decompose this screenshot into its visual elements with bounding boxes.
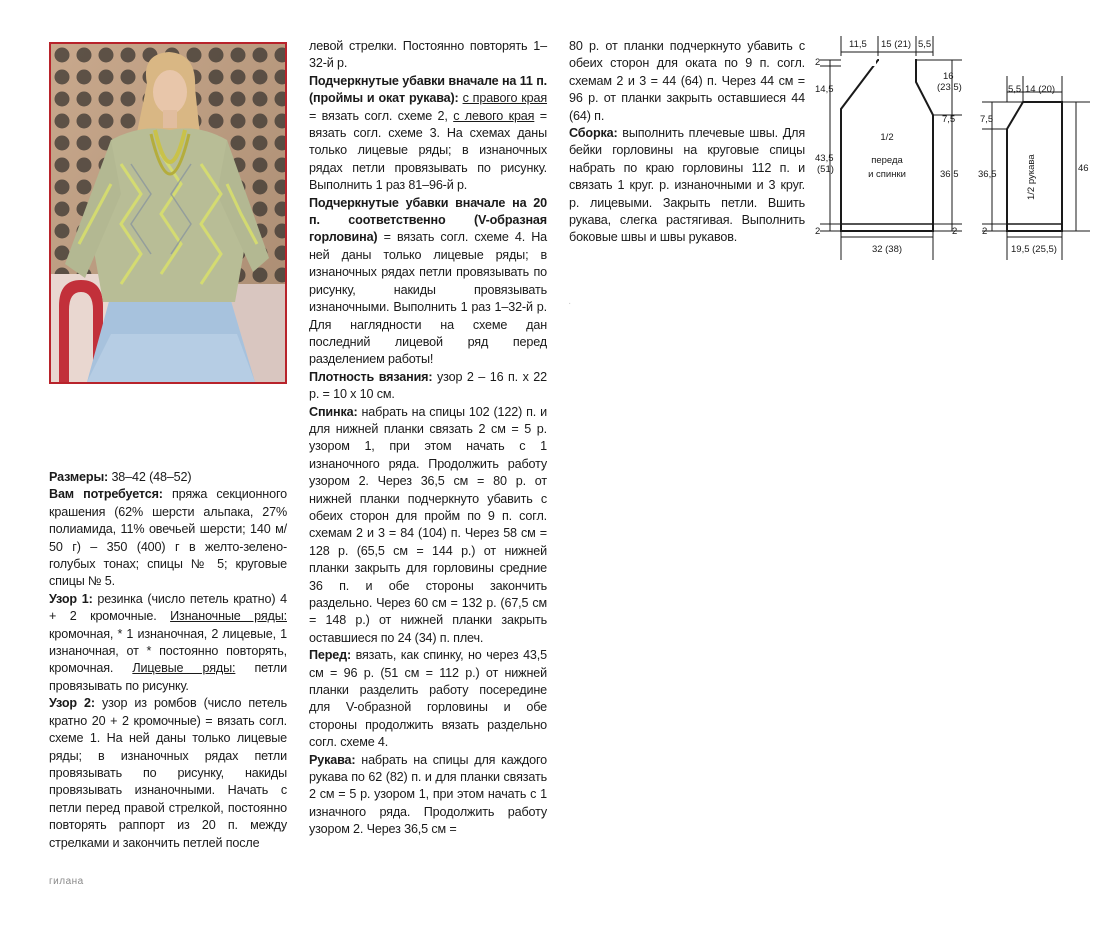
dim-32-38: 32 (38): [871, 244, 903, 255]
decrease-neckline-label: Подчеркнутые убавки вначале на 20 п. соответственно (V-образная горловина): [309, 195, 547, 245]
left-edge-label: с левого края: [453, 108, 535, 123]
decrease-neckline-paragraph: [309, 195, 547, 369]
pattern-1-text-c: петли провязывать по рисунку.: [49, 661, 287, 693]
decrease-armhole-text-c: = вязать согл. схеме 3. На схемах даны только лицевые ряды; в изнаночных рядах петли провязывать по рисунку. Выполнить 1 раз 81–96-й р.: [309, 108, 547, 193]
pattern-2-continued: левой стрелки. Постоянно повторять 1–32-й р.: [309, 39, 547, 71]
assembly-text: выполнить плечевые швы. Для бейки горловины на круговые спицы набрать по краю горловины 112 п. и связать 1 круг. р. изнаночными и 3 круг. р. лицевыми. Закрыть петли. Вшить рукава, слегка растягивая. Выполнить боковые швы и швы рукавов.: [569, 126, 805, 245]
dim-5-5: 5,5: [918, 39, 932, 50]
text-column-1: [49, 469, 287, 852]
model-photo: [49, 42, 287, 384]
text-column-3: [569, 38, 805, 247]
sleeve-dim-2: 2: [982, 226, 988, 237]
front-paragraph: [309, 647, 547, 751]
dim-11-5: 11,5: [849, 39, 867, 50]
sleeves-text: набрать на спицы для каждого рукава по 62 (82) п. и для планки связать 2 см = 5 р. узором 1, при этом начать с 1 изначного ряда. Продолжить работу узором 2. Через 36,5 см =: [309, 752, 547, 837]
dim-16: 16: [943, 71, 954, 82]
pattern-1-label: Узор 1:: [49, 591, 93, 606]
decrease-neckline-text: = вязать согл. схеме 4. На ней даны только лицевые ряды; в изнаночных рядах петли провязывать по рисунку, накиды провязывать изнаночными. Выполнить 1 раз 1–32-й р. Для наглядности на схеме дан последний лицевой ряд перед разделением работы!: [309, 230, 547, 367]
sleeve-dim-46: 46: [1078, 163, 1089, 174]
schematic-diagram: [812, 30, 1112, 270]
dim-7-5: 7,5: [942, 114, 956, 125]
decrease-armhole-text-b: = вязать согл. схеме 2,: [309, 108, 454, 123]
sleeve-dim-36-5: 36,5: [978, 169, 997, 180]
sleeve-dim-19-5: 19,5 (25,5): [1011, 244, 1057, 255]
pattern-1-text-b: кромочная, * 1 изнаночная, 2 лицевые, 1 изнаночная, от * постоянно повторять, кромочная.: [49, 626, 287, 676]
decrease-armhole-paragraph: [309, 73, 547, 195]
back-label: Спинка:: [309, 404, 358, 419]
sleeve-label: 1/2 рукава: [1026, 154, 1037, 200]
sleeve-dim-5-5: 5,5: [1008, 84, 1022, 95]
materials-paragraph: [49, 486, 287, 590]
wrong-side-rows-label: Изнаночные ряды:: [170, 609, 287, 624]
pattern-1-text-a: резинка (число петель кратно) 4 + 2 кромочные.: [49, 591, 288, 624]
dim-14-5: 14,5: [815, 84, 834, 95]
body-label-1: 1/2: [880, 132, 894, 143]
assembly-paragraph: [569, 125, 805, 247]
right-side-rows-label: Лицевые ряды:: [132, 661, 236, 676]
text-column-2: [309, 38, 547, 839]
sleeves-label: Рукава:: [309, 752, 356, 767]
dim-left-2-bottom: 2: [815, 226, 821, 237]
sleeves-paragraph: [309, 752, 547, 839]
body-outline: [841, 60, 933, 231]
dim-15-21: 15 (21): [881, 39, 912, 50]
dim-left-2-top: 2: [815, 57, 821, 68]
dim-51: (51): [817, 164, 834, 175]
sleeve-dim-14-20: 14 (20): [1025, 84, 1056, 95]
sizes-label: Размеры:: [49, 470, 109, 484]
body-label-2: переда: [871, 155, 903, 166]
photo-illustration: [51, 44, 285, 382]
assembly-label: Сборка:: [569, 126, 618, 141]
decrease-armhole-label: Подчеркнутые убавки вначале на 11 п. (проймы и окат рукава):: [309, 73, 547, 106]
back-paragraph: [309, 404, 547, 648]
gauge-label: Плотность вязания:: [309, 369, 433, 384]
materials-text: пряжа секционного крашения (62% шерсти альпака, 27% полиамида, 11% овечьей шерсти; 140 м/ 50 г) – 350 (400) г в желто-зелено-голубых тонах; спицы № 5; круговые спицы № 5.: [49, 487, 287, 589]
front-label: Перед:: [309, 648, 352, 663]
gauge-paragraph: [309, 369, 547, 404]
dim-36-5: 36,5: [940, 169, 959, 180]
pattern-2-paragraph: [49, 695, 287, 852]
right-edge-label: с правого края: [462, 91, 548, 106]
signature: гилана: [49, 876, 84, 887]
materials-label: Вам потребуется:: [49, 487, 163, 502]
sleeves-continued: 80 р. от планки подчеркнуто убавить с обеих сторон для оката по 9 п. согл. схемам 2 и 3 = 44 (64) п. Через 44 см = 96 р. от планки закрыть оставшиеся 44 (64) п.: [569, 39, 805, 123]
back-text: набрать на спицы 102 (122) п. и для нижней планки связать 2 см = 5 р. узором 1, при этом начать с 1 изнаночного ряда. Продолжить работу узором 2. Через 36,5 см = 80 р. от нижней планки подчеркнуто убавить с обеих сторон для пройм по 9 п. согл. схемам 2 и 3 = 84 (104) п. Через 58 см = 128 р. (65,5 см = 144 р.) от нижней планки закрыть для горловины средние 36 п. и обе стороны закончить раздельно. Через 60 см = 132 р. (67,5 см = 148 р.) от нижней планки закрыть оставшиеся по 24 (34) п. плеч.: [309, 404, 547, 645]
sizes-value: 38–42 (48–52): [108, 470, 192, 484]
body-label-3: и спинки: [868, 169, 906, 180]
pattern-2-text: узор из ромбов (число петель кратно 20 + 2 кромочные) = вязать согл. схеме 1. На ней даны только лицевые ряды; в изнаночных рядах петли провязывать по рисунку, накиды провязывать изнаночными. Начать с петли перед правой стрелкой, постоянно повторять раппорт из 20 п. между стрелками и закончить петлей после: [49, 696, 287, 850]
pattern-2-label: Узор 2:: [49, 696, 95, 711]
gauge-text: узор 2 – 16 п. х 22 р. = 10 х 10 см.: [309, 369, 547, 402]
sizes-paragraph: [49, 469, 287, 486]
stray-mark: ·: [568, 298, 572, 309]
sleeve-dim-7-5: 7,5: [980, 114, 994, 125]
dim-23-5: (23,5): [937, 82, 962, 93]
dim-right-2: 2: [952, 226, 958, 237]
pattern-1-paragraph: [49, 591, 287, 695]
front-text: вязать, как спинку, но через 43,5 см = 96 р. (51 см = 112 р.) от нижней планки разделить работу посередине для V-образной горловины и обе стороны продолжить вязать раздельно согл. схеме 4.: [309, 648, 547, 750]
dim-43-5: 43,5: [815, 153, 834, 164]
